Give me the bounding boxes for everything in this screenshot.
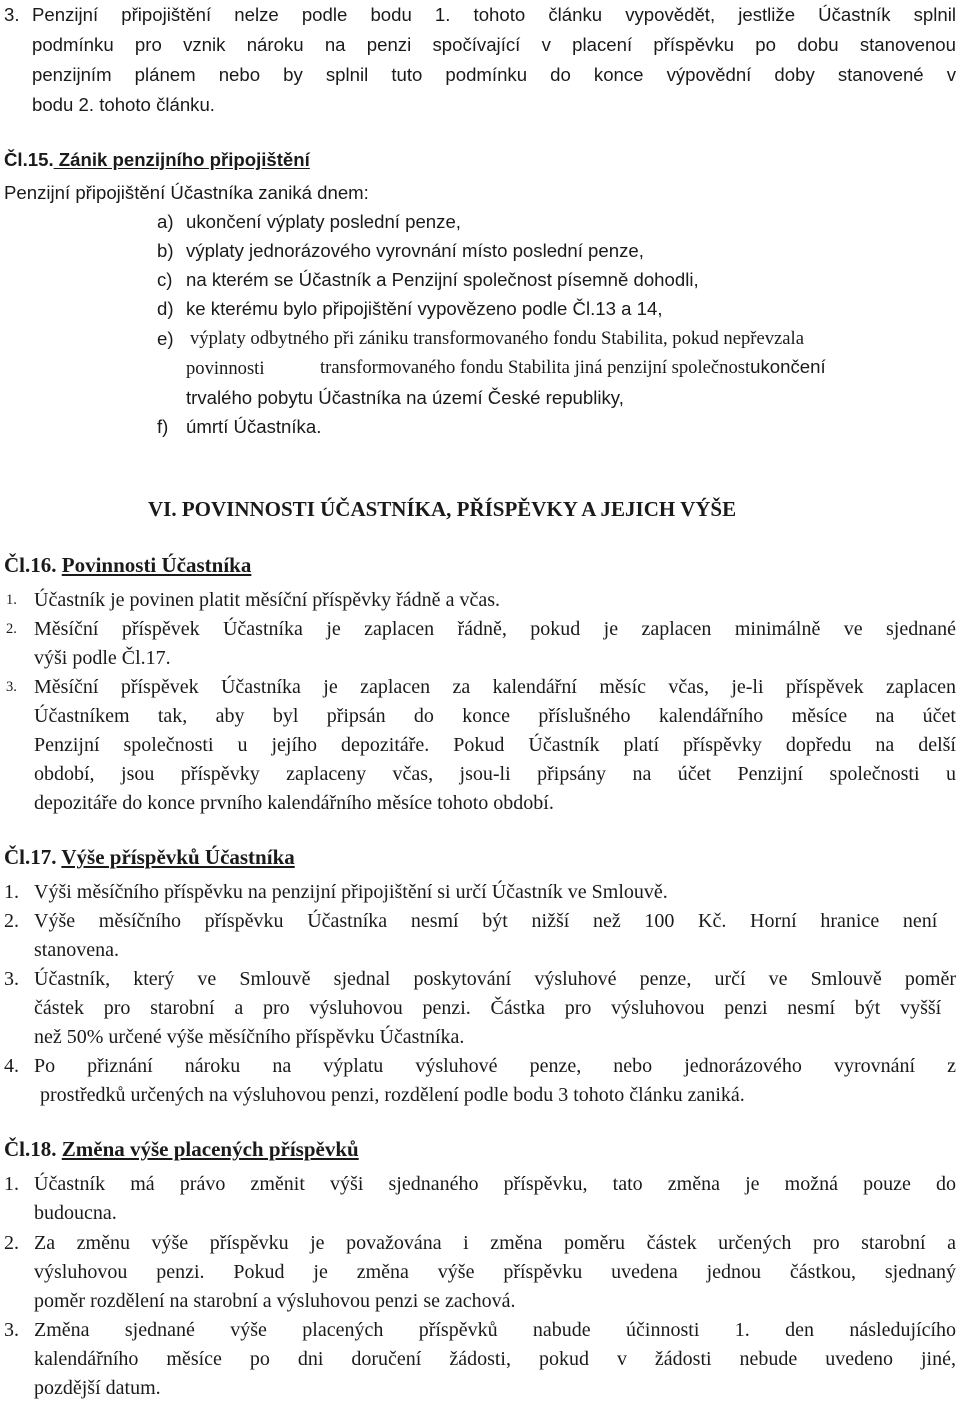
paragraph-line: Změna sjednané výše placených příspěvků nabude účinnosti 1. den následujícího	[34, 1319, 956, 1341]
paragraph-number: 3.	[4, 4, 20, 25]
list-letter: b)	[157, 240, 174, 261]
list-letter: c)	[157, 269, 173, 290]
paragraph-line: Účastník má právo změnit výši sjednaného příspěvku, tato změna je možná pouze do	[34, 1173, 956, 1195]
list-letter: f)	[157, 416, 169, 437]
paragraph-number: 2.	[6, 621, 17, 637]
paragraph-line: než 50% určené výše měsíčního příspěvku Účastníka.	[34, 1026, 465, 1048]
article-number: Čl.18.	[4, 1137, 57, 1161]
paragraph-line: penzijním plánem nebo by splnil tuto podmínku do konce výpovědní doby stanovené v	[32, 64, 956, 85]
article-lead: Penzijní připojištění Účastníka zaniká dnem:	[4, 182, 369, 203]
paragraph-number: 2.	[4, 910, 19, 932]
article-heading	[4, 1139, 359, 1160]
list-item: úmrtí Účastníka.	[186, 416, 322, 437]
list-item: trvalého pobytu Účastníka na území České republiky,	[186, 387, 624, 408]
list-letter: a)	[157, 211, 174, 232]
list-letter: e)	[157, 328, 174, 349]
paragraph-line: Penzijní připojištění nelze podle bodu 1. tohoto článku vypovědět, jestliže Účastník splnil	[32, 4, 956, 25]
article-number: Čl.15.	[4, 149, 54, 170]
article-title: Výše příspěvků Účastníka	[61, 845, 295, 869]
paragraph-line: výsluhovou penzi. Pokud je změna výše příspěvku uvedena jednou částkou, sjednaný	[34, 1261, 956, 1283]
paragraph-line: bodu 2. tohoto článku.	[32, 94, 215, 115]
list-item: ukončení výplaty poslední penze,	[186, 211, 461, 232]
article-number: Čl.16.	[4, 553, 57, 577]
article-title: Změna výše placených příspěvků	[61, 1137, 359, 1161]
paragraph-line: Po přiznání nároku na výplatu výsluhové penze, nebo jednorázového vyrovnání z	[34, 1055, 956, 1077]
paragraph-line: Za změnu výše příspěvku je považována i změna poměru částek určených pro starobní a	[34, 1232, 956, 1254]
paragraph-line: Účastník je povinen platit měsíční příspěvky řádně a včas.	[34, 589, 500, 611]
paragraph-line: prostředků určených na výsluhovou penzi, rozdělení podle bodu 3 tohoto článku zaniká.	[40, 1084, 745, 1106]
paragraph-line: Měsíční příspěvek Účastníka je zaplacen řádně, pokud je zaplacen minimálně ve sjednané	[34, 618, 956, 640]
list-item: výplaty odbytného při zániku transformovaného fondu Stabilita, pokud nepřevzala	[190, 328, 804, 349]
paragraph-line: výši podle Čl.17.	[34, 647, 171, 669]
article-heading	[4, 847, 295, 868]
section-heading: VI. POVINNOSTI ÚČASTNÍKA, PŘÍSPĚVKY A JEJICH VÝŠE	[148, 497, 737, 521]
paragraph-number: 3.	[4, 1319, 19, 1341]
paragraph-line: částek pro starobní a pro výsluhovou penzi. Částka pro výsluhovou penzi nesmí být vyšší	[34, 997, 942, 1019]
paragraph-line: Účastníkem tak, aby byl připsán do konce příslušného kalendářního měsíce na účet	[34, 705, 956, 727]
paragraph-number: 4.	[4, 1055, 19, 1077]
article-heading	[4, 151, 310, 170]
paragraph-line: kalendářního měsíce po dni doručení žádosti, pokud v žádosti nebude uvedeno jiné,	[34, 1348, 956, 1370]
article-title: Povinnosti Účastníka	[61, 553, 252, 577]
paragraph-line: Výši měsíčního příspěvku na penzijní připojištění si určí Účastník ve Smlouvě.	[34, 881, 668, 903]
paragraph-line: Penzijní společnosti u jejího depozitáře. Pokud Účastník platí příspěvky dopředu na delší	[34, 734, 956, 756]
paragraph-line: stanovena.	[34, 939, 119, 961]
paragraph-line: depozitáře do konce prvního kalendářního měsíce tohoto období.	[34, 792, 554, 814]
paragraph-number: 3.	[4, 968, 19, 990]
list-item: ke kterému bylo připojištění vypovězeno podle Čl.13 a 14,	[186, 298, 663, 319]
article-heading	[4, 555, 251, 576]
paragraph-line: budoucna.	[34, 1202, 117, 1224]
paragraph-number: 1.	[4, 1173, 19, 1195]
list-item: výplaty jednorázového vyrovnání místo poslední penze,	[186, 240, 644, 261]
paragraph-line: Účastník, který ve Smlouvě sjednal poskytování výsluhové penze, určí ve Smlouvě poměr	[34, 968, 956, 990]
paragraph-number: 1.	[4, 881, 19, 903]
paragraph-number: 3.	[6, 679, 17, 695]
paragraph-line: poměr rozdělení na starobní a výsluhovou penzi se zachová.	[34, 1290, 516, 1312]
article-title: Zánik penzijního připojištění	[53, 149, 310, 170]
paragraph-number: 2.	[4, 1232, 19, 1254]
list-item-part: ukončení	[750, 356, 826, 377]
paragraph-line: období, jsou příspěvky zaplaceny včas, jsou-li připsány na účet Penzijní společnosti u	[34, 763, 956, 785]
list-letter: d)	[157, 298, 174, 319]
paragraph-line: Měsíční příspěvek Účastníka je zaplacen za kalendářní měsíc včas, je-li příspěvek zaplacen	[34, 676, 956, 698]
paragraph-line: pozdější datum.	[34, 1377, 161, 1399]
paragraph-line: Výše měsíčního příspěvku Účastníka nesmí být nižší než 100 Kč. Horní hranice není	[34, 910, 938, 932]
list-item-part: transformovaného fondu Stabilita jiná penzijní společnost	[320, 357, 751, 378]
list-item: na kterém se Účastník a Penzijní společnost písemně dohodli,	[186, 269, 699, 290]
list-item	[320, 358, 826, 378]
paragraph-line: podmínku pro vznik nároku na penzi spočívající v placení příspěvku po dobu stanovenou	[32, 34, 956, 55]
paragraph-number: 1.	[6, 592, 17, 608]
article-number: Čl.17.	[4, 845, 57, 869]
list-item: povinnosti	[186, 358, 265, 379]
